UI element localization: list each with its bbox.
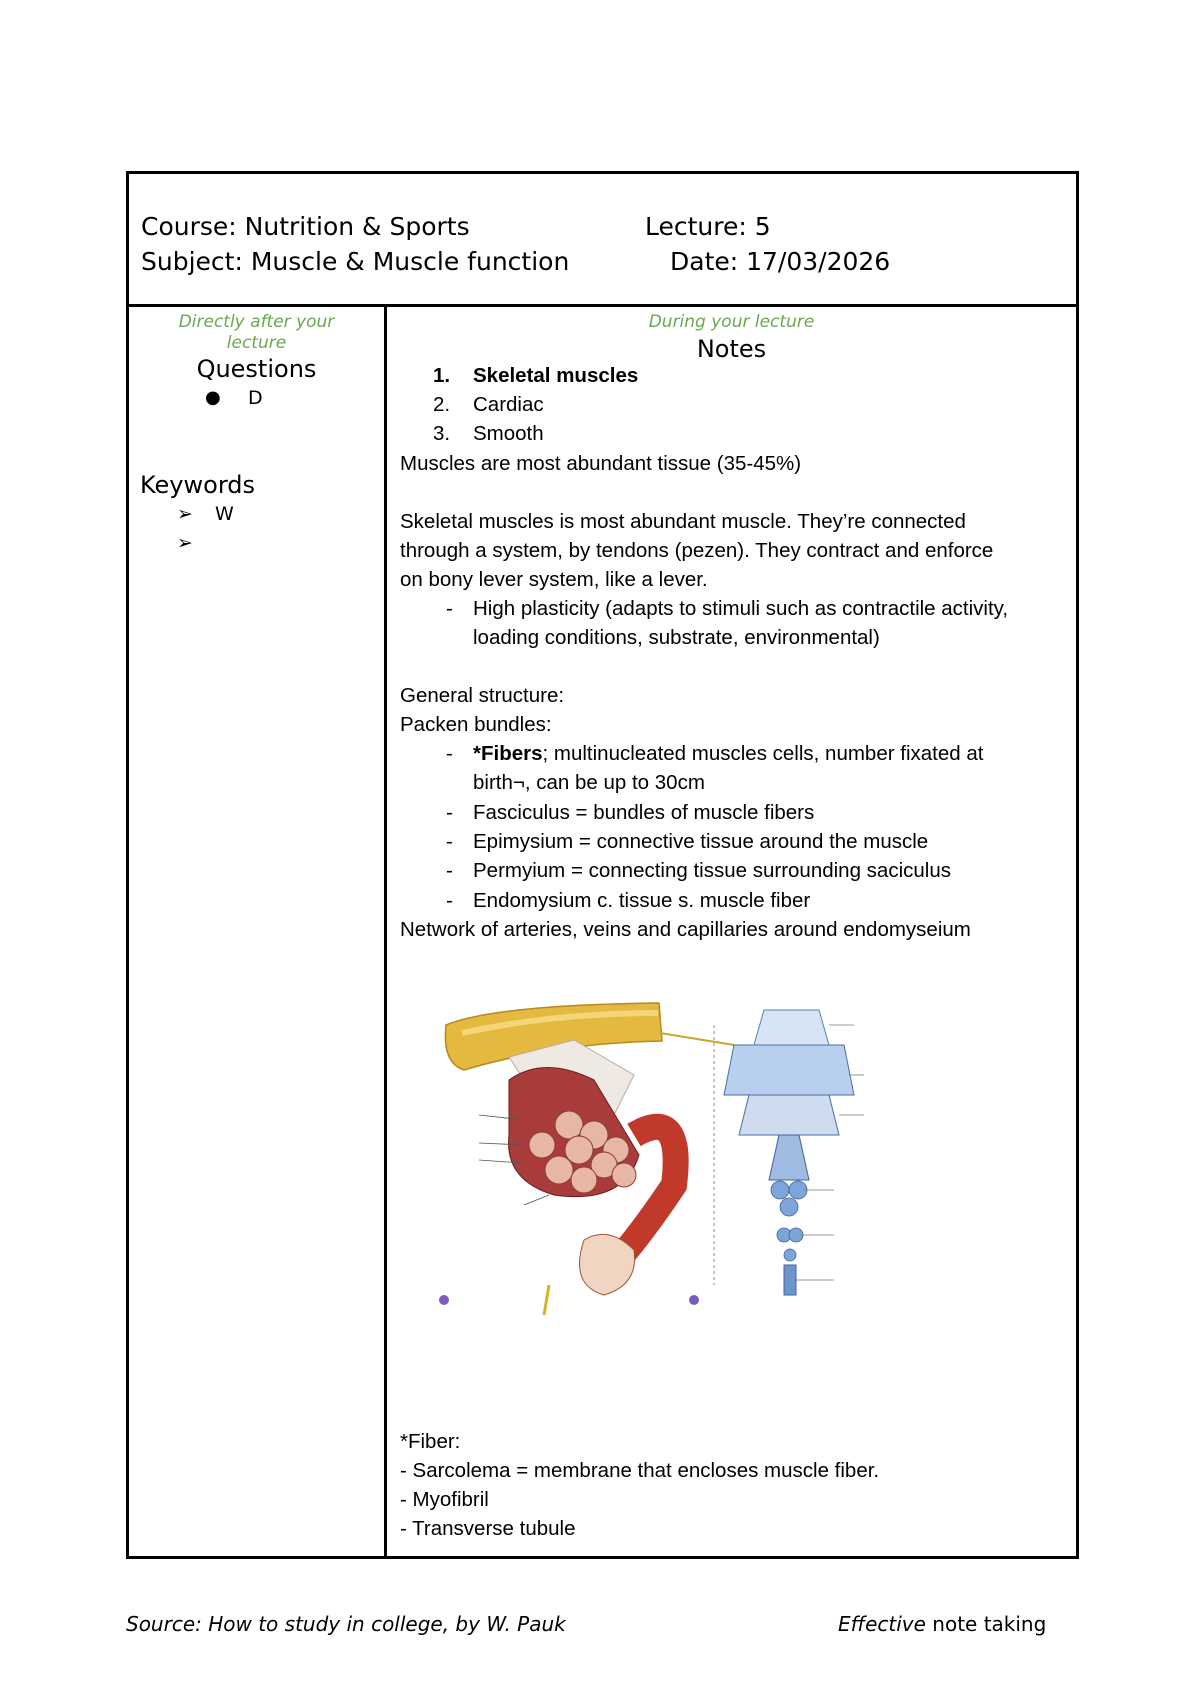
plasticity-line: High plasticity (adapts to stimuli such as contractile activity, bbox=[473, 597, 1009, 620]
skeletal-paragraph-line: through a system, by tendons (pezen). They contract and enforce bbox=[400, 539, 994, 562]
arrow-bullet-icon: ➢ bbox=[177, 503, 193, 525]
dash-bullet: - bbox=[446, 859, 453, 882]
arrow-bullet-icon: ➢ bbox=[177, 532, 193, 554]
connective-tissue-panel bbox=[689, 1010, 864, 1305]
numbered-marker: 2. bbox=[433, 393, 451, 416]
fiber-item: - Transverse tubule bbox=[400, 1517, 576, 1540]
question-item: D bbox=[248, 387, 263, 409]
course-label: Course: Nutrition & Sports bbox=[141, 212, 470, 241]
endomysium-line: Endomysium c. tissue s. muscle fiber bbox=[473, 889, 811, 912]
dash-bullet: - bbox=[446, 889, 453, 912]
header-block bbox=[129, 174, 1076, 307]
network-line: Network of arteries, veins and capillaries around endomyseium bbox=[400, 918, 971, 941]
skeletal-paragraph-line: on bony lever system, like a lever. bbox=[400, 568, 708, 591]
epimysium-line: Epimysium = connective tissue around the muscle bbox=[473, 830, 929, 853]
cornell-notes-sheet bbox=[126, 171, 1079, 1559]
dash-bullet: - bbox=[446, 801, 453, 824]
notes-hint: During your lecture bbox=[648, 312, 815, 332]
notes-column bbox=[387, 307, 1076, 1556]
skeletal-paragraph-line: Skeletal muscles is most abundant muscle. They’re connected bbox=[400, 510, 966, 533]
notes-title: Notes bbox=[696, 335, 767, 363]
fiber-item: - Myofibril bbox=[400, 1488, 489, 1511]
permyium-line: Permyium = connecting tissue surrounding saciculus bbox=[473, 859, 951, 882]
muscle-anatomy-panel bbox=[439, 1003, 734, 1315]
fibers-line: *Fibers; multinucleated muscles cells, number fixated at bbox=[473, 742, 984, 765]
keyword-item: W bbox=[215, 503, 234, 525]
questions-title: Questions bbox=[196, 355, 317, 383]
effective-note-footer: Effective note taking bbox=[838, 1612, 1047, 1636]
fasciculus-line: Fasciculus = bundles of muscle fibers bbox=[473, 801, 815, 824]
dash-bullet: - bbox=[446, 742, 453, 765]
plasticity-line: loading conditions, substrate, environmental) bbox=[473, 626, 880, 649]
subject-label: Subject: Muscle & Muscle function bbox=[141, 247, 570, 276]
muscle-structure-illustration bbox=[434, 985, 904, 1320]
date-label: Date: 17/03/2026 bbox=[670, 247, 891, 276]
numbered-marker: 1. bbox=[433, 364, 451, 387]
fibers-line-cont: birth¬, can be up to 30cm bbox=[473, 771, 705, 794]
numbered-item: Smooth bbox=[473, 422, 544, 445]
numbered-marker: 3. bbox=[433, 422, 451, 445]
dash-bullet: - bbox=[446, 830, 453, 853]
question-bullet: ● bbox=[205, 387, 221, 408]
keywords-title: Keywords bbox=[140, 471, 256, 499]
general-structure-heading: General structure: bbox=[400, 684, 565, 707]
numbered-item: Cardiac bbox=[473, 393, 544, 416]
packen-bundles-heading: Packen bundles: bbox=[400, 713, 552, 736]
dash-bullet: - bbox=[446, 597, 453, 620]
fiber-heading: *Fiber: bbox=[400, 1430, 461, 1453]
cue-hint: Directly after your lecture bbox=[178, 312, 335, 353]
fiber-item: - Sarcolema = membrane that encloses muscle fiber. bbox=[400, 1459, 880, 1482]
abundant-line: Muscles are most abundant tissue (35-45%) bbox=[400, 452, 802, 475]
lecture-label: Lecture: 5 bbox=[645, 212, 771, 241]
source-footer: Source: How to study in college, by W. Pauk bbox=[126, 1612, 566, 1636]
cue-column bbox=[129, 307, 387, 1556]
numbered-item: Skeletal muscles bbox=[473, 364, 639, 387]
